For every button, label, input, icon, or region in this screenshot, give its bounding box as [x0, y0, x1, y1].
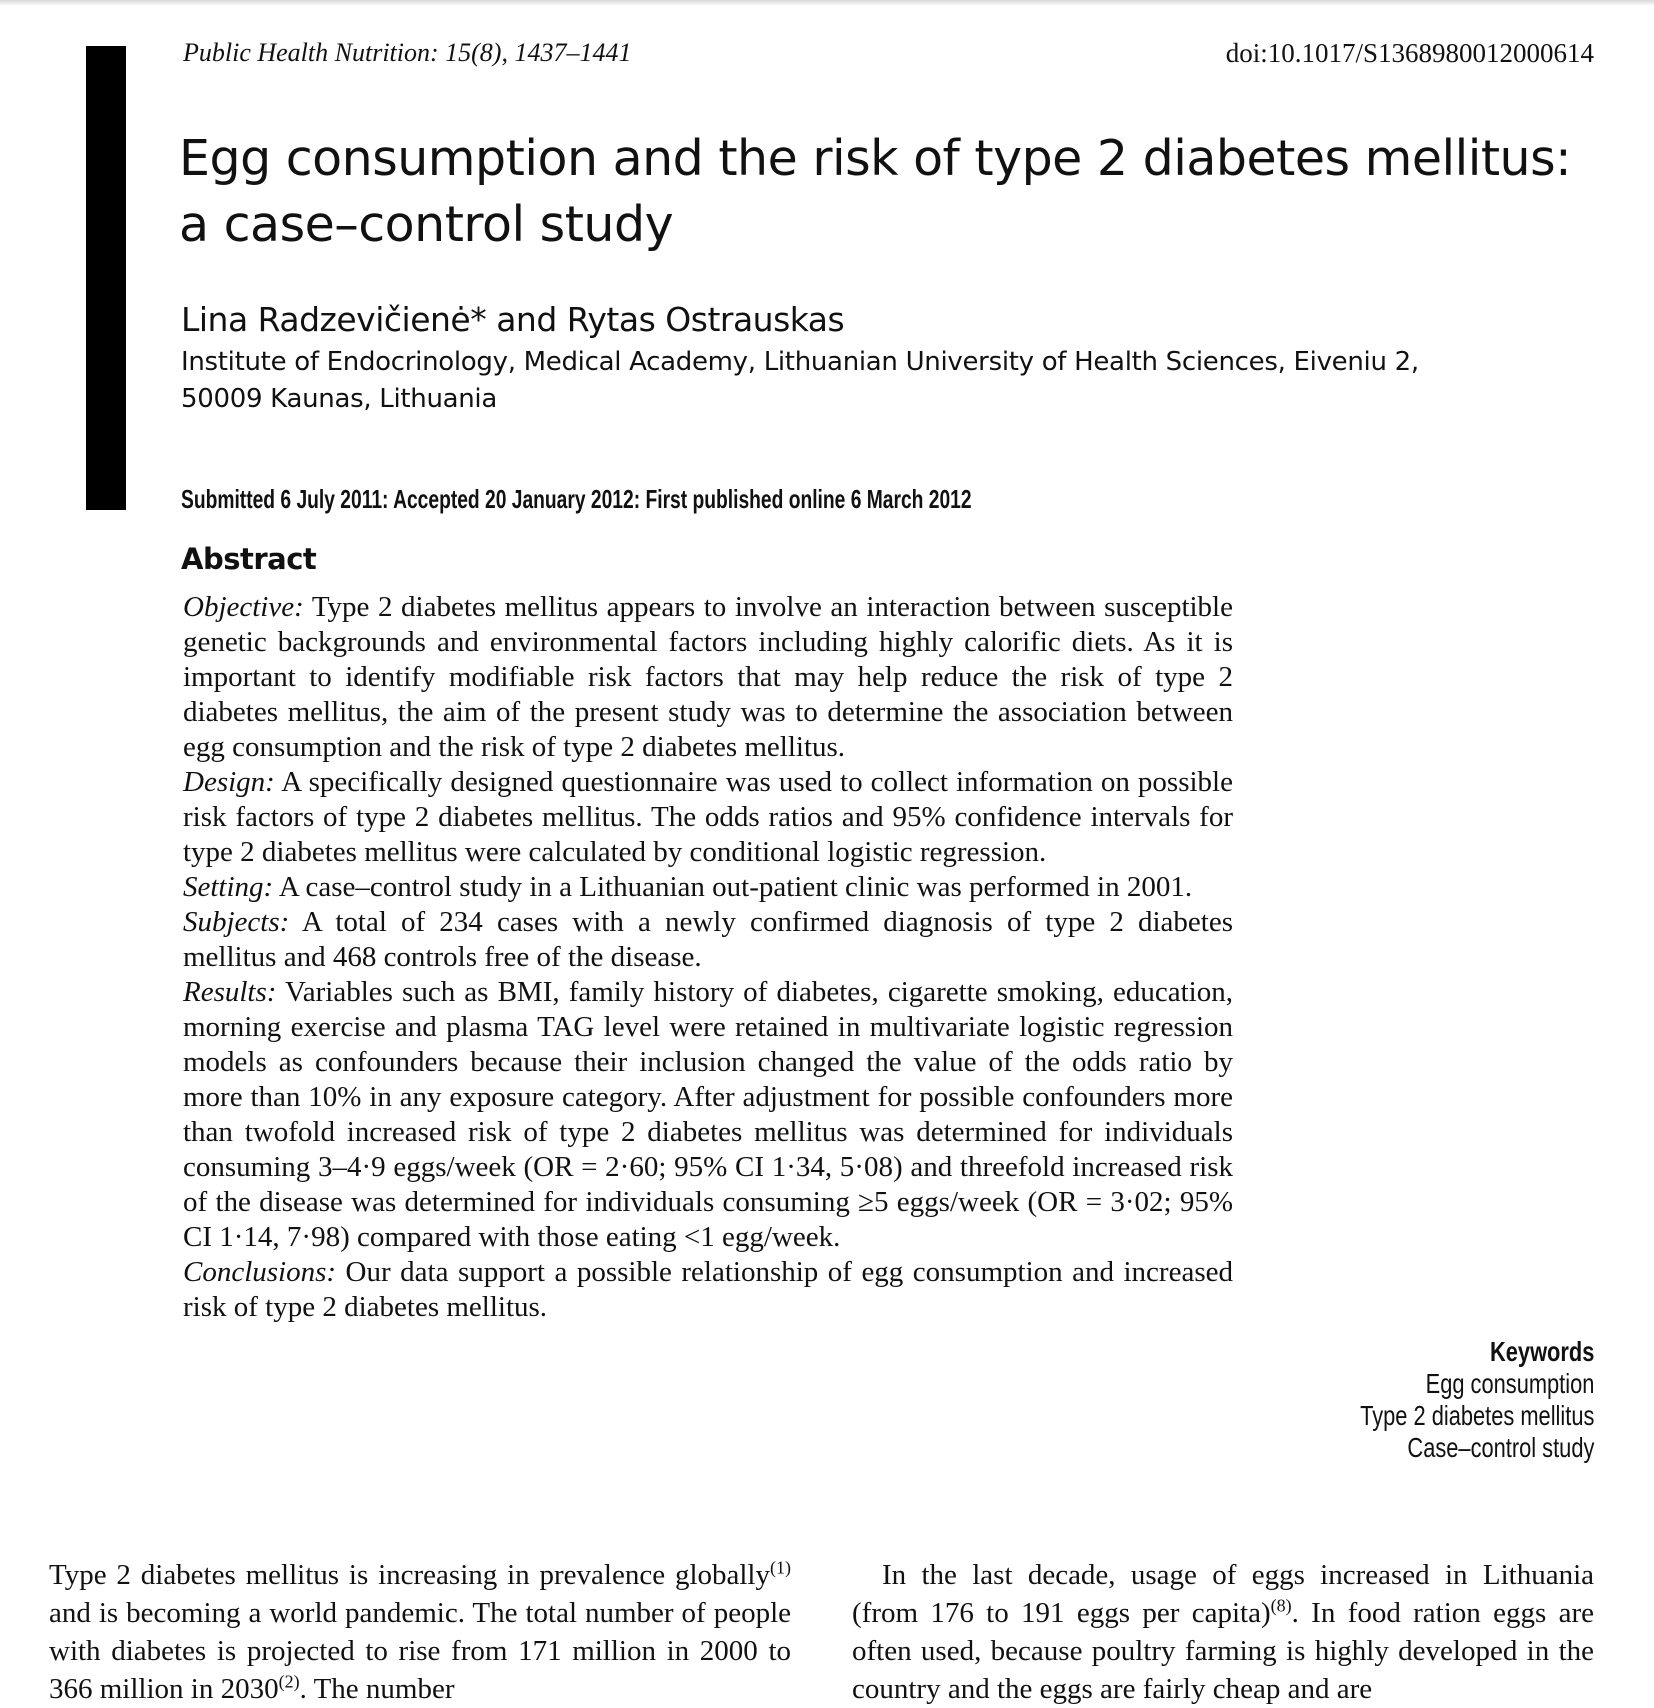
body-paragraph — [852, 1556, 1594, 1708]
abstract-text: A case–control study in a Lithuanian out-patient clinic was performed in 2001. — [273, 871, 1193, 903]
body-text: 171 million in 2000 to 366 million in 2030 — [49, 1635, 792, 1705]
affiliation-line-2: 50009 Kaunas, Lithuania — [181, 384, 497, 414]
abstract-label: Objective: — [183, 591, 304, 623]
citation-ref: (2) — [278, 1671, 300, 1692]
keywords-heading: Keywords — [1489, 1336, 1594, 1367]
abstract-conclusions — [183, 1255, 1233, 1325]
affiliation-line-1: Institute of Endocrinology, Medical Academy, Lithuanian University of Health Sciences, Eiveniu 2, — [181, 347, 1419, 377]
body-text: In the last decade, usage of eggs increased in Lithuania (from 176 to 191 eggs per capita) — [852, 1559, 1594, 1629]
affiliation — [181, 344, 1481, 418]
body-paragraph — [49, 1556, 791, 1708]
abstract-text: A total of 234 cases with a newly confirmed diagnosis of type 2 diabetes mellitus and 468 controls free of the disease. — [183, 906, 1233, 973]
citation-ref: (8) — [1270, 1595, 1292, 1616]
abstract-subjects — [183, 905, 1233, 975]
body-text: Type 2 diabetes mellitus is increasing in prevalence globally — [49, 1559, 770, 1591]
article-title — [179, 126, 1579, 258]
abstract-text: A specifically designed questionnaire was used to collect information on possible risk factors of type 2 diabetes mellitus. The odds ratios and 95% confidence intervals for type 2 diabetes mellitus were calculated by conditional logistic regression. — [183, 766, 1233, 868]
abstract-objective — [183, 590, 1233, 765]
keywords-box — [1360, 1336, 1594, 1464]
abstract-text: Type 2 diabetes mellitus appears to involve an interaction between susceptible genetic backgrounds and environmental factors including highly calorific diets. As it is important to identify modifiable risk factors that may help reduce the risk of type 2 diabetes mellitus, the aim of the present study was to determine the association between egg consumption and the risk of type 2 diabetes mellitus. — [183, 591, 1233, 763]
body-text: in the country and the eggs are fairly cheap and are — [852, 1635, 1594, 1705]
keyword-item: Case–control study — [1407, 1432, 1594, 1463]
submission-dates: Submitted 6 July 2011: Accepted 20 January 2012: First published online 6 March 2012 — [181, 484, 972, 514]
doi: doi:10.1017/S1368980012000614 — [1225, 38, 1594, 68]
abstract-label: Results: — [183, 976, 277, 1008]
top-shadow — [0, 0, 1654, 6]
citation-ref: (1) — [770, 1557, 791, 1578]
title-line-1: Egg consumption and the risk of type 2 diabetes mellitus: — [179, 130, 1572, 187]
body-text: . The number — [299, 1673, 455, 1705]
title-line-2: a case–control study — [179, 196, 674, 253]
abstract-text: Our data support a possible relationship of egg consumption and increased risk of type 2 diabetes mellitus. — [183, 1256, 1233, 1323]
authors: Lina Radzevičienė* and Rytas Ostrauskas — [181, 300, 845, 339]
decorative-side-bar — [86, 46, 126, 510]
abstract-label: Setting: — [183, 871, 274, 903]
abstract-setting — [183, 870, 1233, 905]
body-column-right — [852, 1556, 1594, 1708]
abstract-label: Conclusions: — [183, 1256, 337, 1288]
abstract-heading: Abstract — [181, 542, 317, 576]
abstract-label: Design: — [183, 766, 275, 798]
body-column-left — [49, 1556, 791, 1708]
abstract-body — [183, 590, 1233, 1325]
abstract-results — [183, 975, 1233, 1255]
body-text: . In food ration eggs are often used, because poultry farming is highly developed — [852, 1597, 1594, 1667]
journal-citation: Public Health Nutrition: 15(8), 1437–1441 — [183, 38, 632, 67]
abstract-text: Variables such as BMI, family history of diabetes, cigarette smoking, education, morning exercise and plasma TAG level were retained in multivariate logistic regression models as confounders because their inclusion changed the value of the odds ratio by more than 10% in any exposure category. After adjustment for possible confounders more than twofold increased risk of type 2 diabetes mellitus was determined for individuals consuming 3–4·9 eggs/week (OR = 2·60; 95% CI 1·34, 5·08) and threefold increased risk of the disease was determined for individuals consuming ≥5 eggs/week (OR = 3·02; 95% CI 1·14, 7·98) compared with those eating <1 egg/week. — [183, 976, 1233, 1253]
abstract-label: Subjects: — [183, 906, 290, 938]
body-text: and is becoming a world pandemic. The total number of people with diabetes is projected to rise from — [49, 1597, 791, 1667]
keyword-item: Type 2 diabetes mellitus — [1359, 1400, 1594, 1431]
keyword-item: Egg consumption — [1425, 1368, 1594, 1399]
abstract-design — [183, 765, 1233, 870]
